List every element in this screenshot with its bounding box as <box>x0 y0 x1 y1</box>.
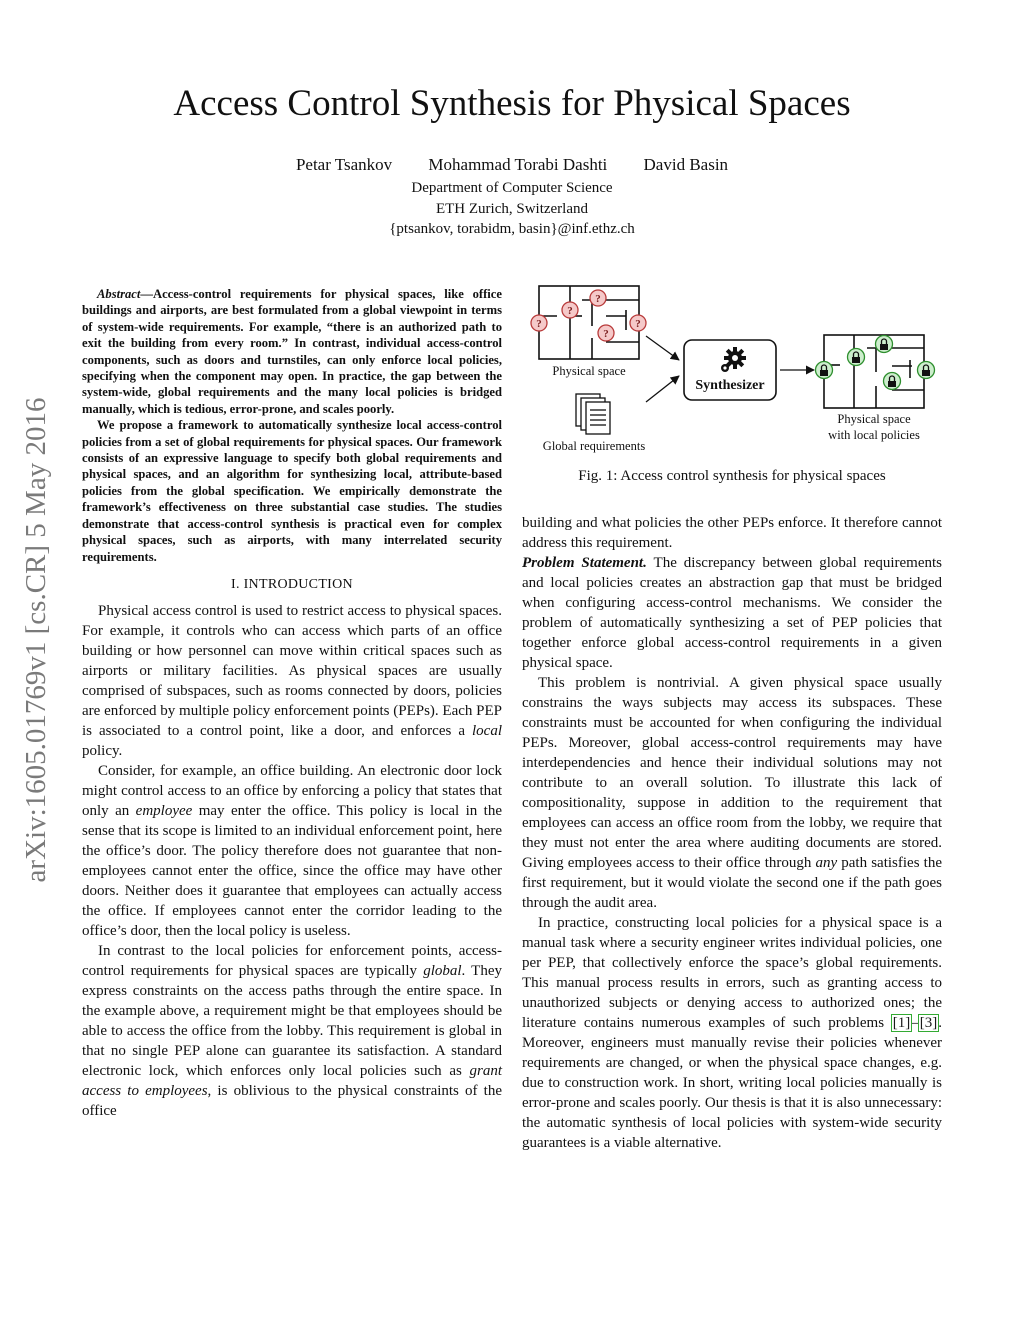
paper-title: Access Control Synthesis for Physical Spaces <box>173 83 851 124</box>
problem-statement-label: Problem Statement. <box>522 555 647 571</box>
affiliation-block <box>0 178 1024 240</box>
lock-icon <box>816 362 833 379</box>
output-floorplan <box>824 335 924 408</box>
abstract-paragraph: —Access-control requirements for physical spaces, like office buildings and airports, are best formulated from a global viewpoint in terms of system-wide requirements. For example, “there is an authorized path to exit the building from every room.” In contrast, individual access-control components, such as doors and turnstiles, can only enforce local policies, specifying when the component may open. In practice, the gap between the system-wide, global requirements and the many local policies is bridged manually, which is tedious, error-prone, and scales poorly. <box>82 287 502 416</box>
question-mark: ? <box>603 328 609 340</box>
author-name: Mohammad Torabi Dashti <box>428 155 608 174</box>
lock-icon <box>848 349 865 366</box>
affiliation-institution: ETH Zurich, Switzerland <box>435 200 589 217</box>
body-paragraph: In practice, constructing local policies for a physical space is a manual task where a security engineer writes individual policies, one per PEP, that collectively enforce the space’s global requirements. This manual process results in errors, such as granting access to unauthorized subjects or denying access to authorized ones; the literature contains numerous examples of such problems [1]–[3]. Moreover, engineers must manually revise their policies whenever requirements are changed, or when the physical space changes, e.g. due to construction work. In short, writing local policies manually is error-prone and scales poorly. Our thesis is that it is also unnecessary: the automatic synthesis of local policies with system-wide security guarantees is a viable alternative. <box>522 915 942 1151</box>
body-paragraph: Consider, for example, an office building. An electronic door lock might control access to an office by enforcing a policy that states that only an employee may enter the office. This policy is local in the sense that its scope is limited to an individual enforcement point, here the office’s door. The policy therefore does not guarantee that non-employees cannot enter the office, since the office may have other doors. Neither does it guarantee that employees can actually access the office. If employees cannot enter the corridor leading to the office’s door, then the local policy is useless. <box>82 762 503 939</box>
section-heading: I. INTRODUCTION <box>231 576 353 592</box>
intro-body-left <box>82 601 502 1121</box>
question-badge <box>590 290 606 306</box>
lock-icon <box>876 336 893 353</box>
emphasis: employee <box>135 802 193 819</box>
lock-badges <box>816 336 935 390</box>
abstract-paragraph: We propose a framework to automatically synthesize local access-control policies from a set of global requirements for physical spaces. Our framework consists of an expressive language to specify both global requirements and physical spaces, and an algorithm for synthesizing local, attribute-based policies from the global specification. We empirically demonstrate the framework’s effectiveness on three substantial case studies. The studies demonstrate that access-control synthesis is practical even for complex physical spaces, such as airports, with many interrelated security requirements. <box>82 418 502 564</box>
right-column <box>522 513 942 1153</box>
question-mark: ? <box>635 318 641 330</box>
body-paragraph: Problem Statement. The discrepancy between global requirements and local policies creates an abstraction gap that must be bridged when configuring access-control mechanisms. We consider the problem of automatically synthesizing a set of PEP policies that together enforce global access-control requirements in a given physical space. <box>522 555 942 671</box>
body-paragraph: Physical access control is used to restrict access to physical spaces. For example, it controls who can access which parts of an office building or how personnel can move within critical spaces such as airports or military facilities. As physical spaces are usually comprised of subspaces, such as rooms connected by doors, policies are enforced by multiple policy enforcement points (PEPs). Each PEP is associated to a control point, like a door, and enforces a local policy. <box>82 602 502 759</box>
global-requirements-label: Global requirements <box>542 439 646 453</box>
question-badge <box>562 302 578 318</box>
arrow-space-to-synth <box>646 336 679 360</box>
output-label-line2: with local policies <box>828 428 920 442</box>
abstract <box>82 286 502 565</box>
question-mark: ? <box>595 293 601 305</box>
emphasis: any <box>815 855 838 871</box>
documents-icon <box>576 394 610 434</box>
left-column <box>82 286 502 1121</box>
output-label-line1: Physical space <box>837 412 911 426</box>
emphasis: local <box>472 722 502 739</box>
citation-link[interactable]: [1] <box>892 1015 911 1031</box>
synthesizer-box <box>684 340 776 400</box>
physical-space-label: Physical space <box>552 364 626 378</box>
question-badge <box>598 325 614 341</box>
author-name: David Basin <box>643 155 729 174</box>
citation-link[interactable]: [3] <box>919 1015 938 1031</box>
figure-caption: Fig. 1: Access control synthesis for physical spaces <box>578 468 886 484</box>
arrow-reqs-to-synth <box>646 376 679 402</box>
author-list <box>0 155 1024 175</box>
lock-icon <box>884 373 901 390</box>
author-name: Petar Tsankov <box>295 155 393 174</box>
question-mark: ? <box>567 305 573 317</box>
emphasis: global <box>423 962 462 979</box>
abstract-label: Abstract <box>97 287 141 301</box>
physical-space-floorplan <box>539 286 639 359</box>
emphasis: grant access to employees <box>82 1062 502 1099</box>
figure-1-diagram <box>522 280 942 490</box>
body-paragraph: This problem is nontrivial. A given physical space usually constrains the ways subjects may access its subspaces. These constraints must be accounted for when configuring the individual PEPs. Moreover, global access-control requirements may have interdependencies and hence their individual solutions may not contribute to an overall solution. To illustrate this lack of compositionality, suppose in addition to the requirement that employees can access an office room from the lobby, we require that they must not enter the area where auditing documents are stored. Giving employees access to their office through any path satisfies the first requirement, but it would violate the second one if the path goes through the audit area. <box>522 675 942 911</box>
question-mark: ? <box>536 318 542 330</box>
question-badge <box>531 315 547 331</box>
lock-icon <box>918 362 935 379</box>
synthesizer-label: Synthesizer <box>695 378 765 393</box>
arxiv-side-stamp: arXiv:1605.01769v1 [cs.CR] 5 May 2016 <box>20 397 52 883</box>
affiliation-email: {ptsankov, torabidm, basin}@inf.ethz.ch <box>389 221 635 237</box>
question-badge <box>630 315 646 331</box>
affiliation-dept: Department of Computer Science <box>411 180 613 196</box>
body-paragraph: building and what policies the other PEPs enforce. It therefore cannot address this requirement. <box>522 515 942 551</box>
body-paragraph: In contrast to the local policies for enforcement points, access-control requirements for physical spaces are typically global. They express constraints on the access paths through the entire space. In the example above, a requirement might be that employees should be able to access the office from the lobby. This requirement is global in that no single PEP alone can guarantee its satisfaction. A standard electronic lock, which enforces only local policies such as grant access to employees, is oblivious to the physical constraints of the office <box>82 942 502 1119</box>
